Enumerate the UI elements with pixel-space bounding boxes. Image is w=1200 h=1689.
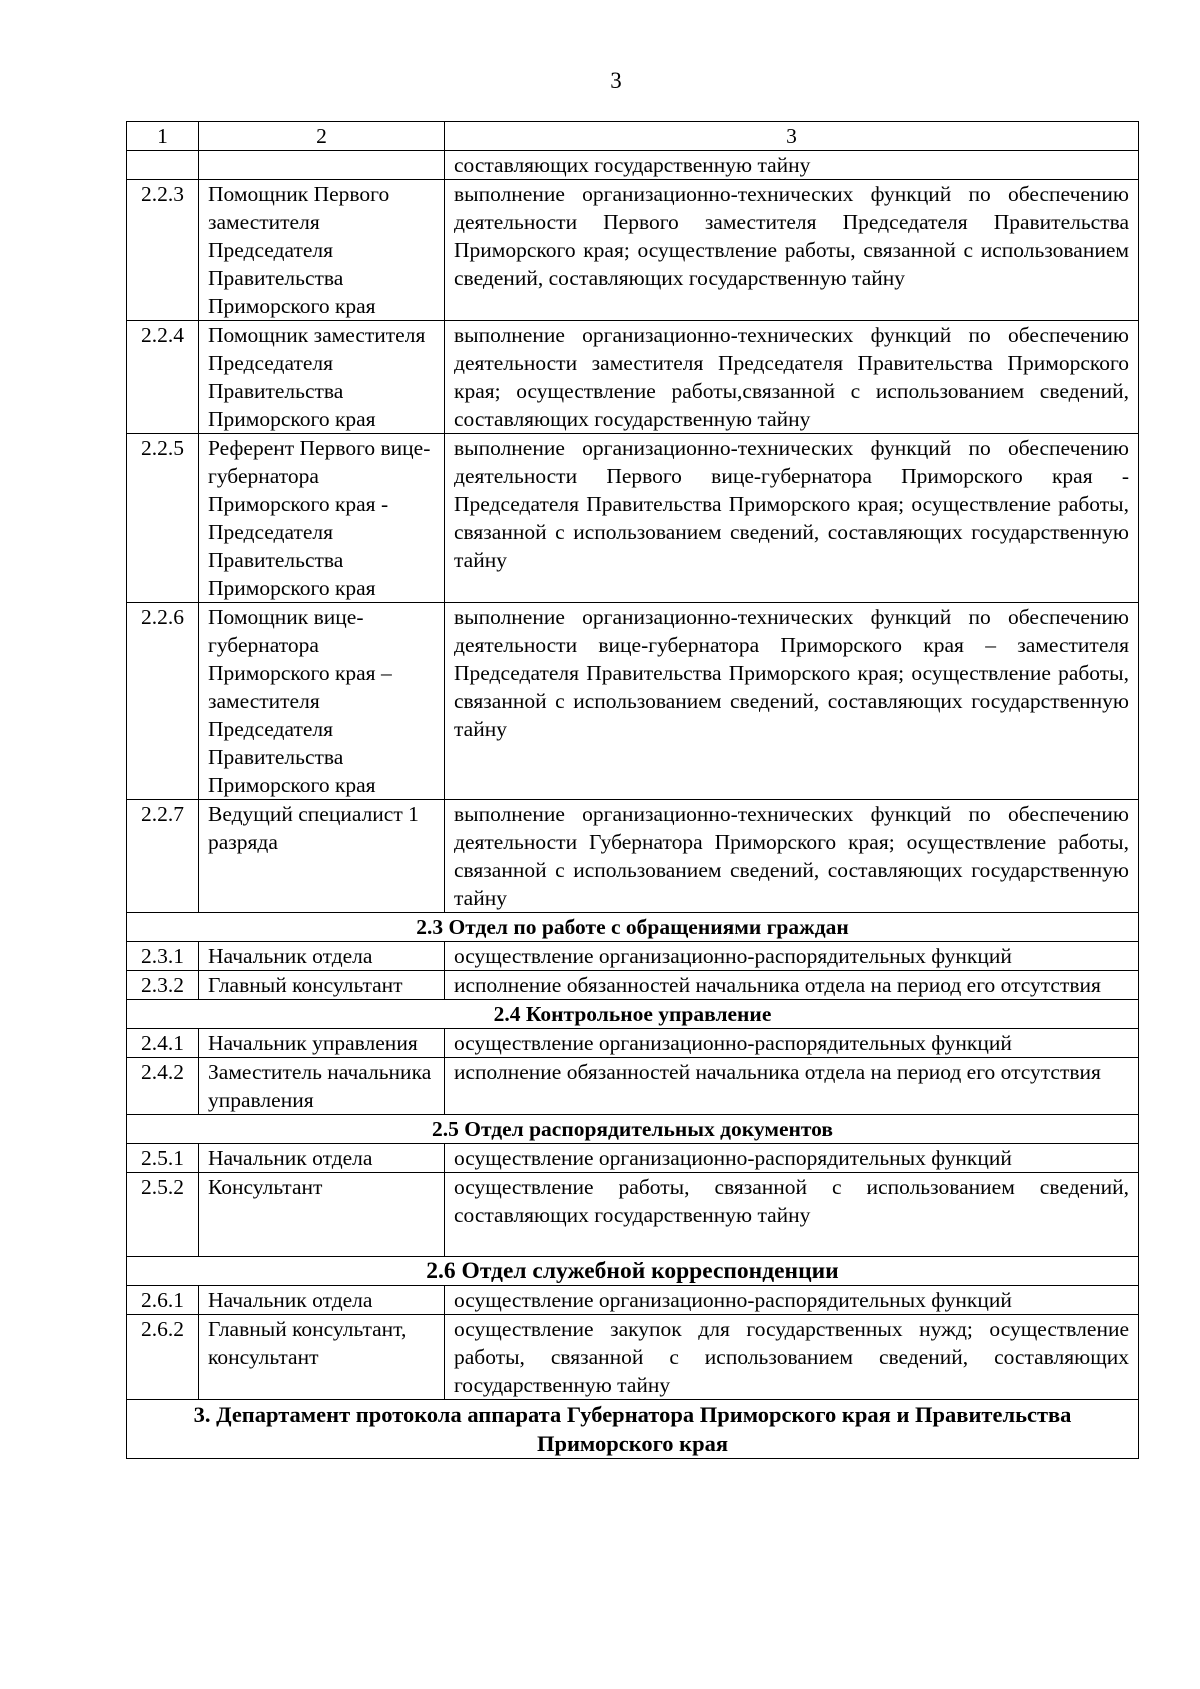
section-title: 2.6 Отдел служебной корреспонденции [127,1257,1139,1286]
continuation-row [127,151,1139,180]
section-row [127,1257,1139,1286]
table-row [127,1315,1139,1400]
position-duties: выполнение организационно-технических функций по обеспечению деятельности Губернатора Приморского края; осуществление работы, связанной с использованием сведений, составляющих государственную тайну [445,800,1139,913]
row-number: 2.2.4 [127,321,199,434]
row-number: 2.2.3 [127,180,199,321]
table-row [127,321,1139,434]
row-number: 2.5.1 [127,1144,199,1173]
row-number: 2.3.2 [127,971,199,1000]
row-number: 2.2.7 [127,800,199,913]
table-row [127,942,1139,971]
row-number: 2.6.2 [127,1315,199,1400]
position-title: Консультант [199,1173,445,1257]
header-col-1: 1 [127,122,199,151]
table-row [127,1286,1139,1315]
position-title: Главный консультант [199,971,445,1000]
position-title: Заместитель начальника управления [199,1058,445,1115]
position-duties: осуществление организационно-распорядительных функций [445,1029,1139,1058]
table-header-row [127,122,1139,151]
row-number: 2.2.5 [127,434,199,603]
table-row [127,603,1139,800]
section-title: 2.3 Отдел по работе с обращениями граждан [127,913,1139,942]
table-row [127,1029,1139,1058]
position-title: Начальник отдела [199,1286,445,1315]
position-duties: осуществление организационно-распорядительных функций [445,1286,1139,1315]
position-duties: выполнение организационно-технических функций по обеспечению деятельности Первого вице-губернатора Приморского края - Председателя Правительства Приморского края; осуществление работы, связанной с использованием сведений, составляющих государственную тайну [445,434,1139,603]
position-title: Референт Первого вице-губернатора Приморского края - Председателя Правительства Приморского края [199,434,445,603]
position-title: Помощник заместителя Председателя Правительства Приморского края [199,321,445,434]
position-title: Начальник отдела [199,1144,445,1173]
position-duties: осуществление организационно-распорядительных функций [445,1144,1139,1173]
position-title: Начальник управления [199,1029,445,1058]
section-title: 2.5 Отдел распорядительных документов [127,1115,1139,1144]
position-duties: исполнение обязанностей начальника отдела на период его отсутствия [445,971,1139,1000]
department-title: 3. Департамент протокола аппарата Губернатора Приморского края и Правительства Приморского края [127,1400,1139,1459]
table-row [127,1058,1139,1115]
position-title: Ведущий специалист 1 разряда [199,800,445,913]
table-row [127,1173,1139,1257]
position-title: Главный консультант, консультант [199,1315,445,1400]
row-number: 2.4.2 [127,1058,199,1115]
position-duties: выполнение организационно-технических функций по обеспечению деятельности заместителя Председателя Правительства Приморского края; осуществление работы,связанной с использованием сведений, составляющих государственную тайну [445,321,1139,434]
header-col-3: 3 [445,122,1139,151]
continuation-text: составляющих государственную тайну [445,151,1139,180]
row-number: 2.3.1 [127,942,199,971]
section-title: 2.4 Контрольное управление [127,1000,1139,1029]
table-row [127,434,1139,603]
table-row [127,800,1139,913]
row-number: 2.5.2 [127,1173,199,1257]
row-number: 2.2.6 [127,603,199,800]
position-title: Начальник отдела [199,942,445,971]
section-row [127,913,1139,942]
row-number: 2.6.1 [127,1286,199,1315]
position-duties: выполнение организационно-технических функций по обеспечению деятельности вице-губернатора Приморского края – заместителя Председателя Правительства Приморского края; осуществление работы, связанной с использованием сведений, составляющих государственную тайну [445,603,1139,800]
table-row [127,1144,1139,1173]
table-row [127,180,1139,321]
position-duties: исполнение обязанностей начальника отдела на период его отсутствия [445,1058,1139,1115]
position-duties: осуществление организационно-распорядительных функций [445,942,1139,971]
positions-table [126,121,1139,1459]
row-number: 2.4.1 [127,1029,199,1058]
section-row [127,1115,1139,1144]
section-row [127,1000,1139,1029]
header-col-2: 2 [199,122,445,151]
table-row [127,971,1139,1000]
position-duties: осуществление работы, связанной с использованием сведений, составляющих государственную тайну [445,1173,1139,1257]
position-duties: выполнение организационно-технических функций по обеспечению деятельности Первого заместителя Председателя Правительства Приморского края; осуществление работы, связанной с использованием сведений, составляющих государственную тайну [445,180,1139,321]
position-title: Помощник вице-губернатора Приморского края – заместителя Председателя Правительства Приморского края [199,603,445,800]
position-title: Помощник Первого заместителя Председателя Правительства Приморского края [199,180,445,321]
department-row [127,1400,1139,1459]
position-duties: осуществление закупок для государственных нужд; осуществление работы, связанной с использованием сведений, составляющих государственную тайну [445,1315,1139,1400]
page-number: 3 [610,68,622,93]
